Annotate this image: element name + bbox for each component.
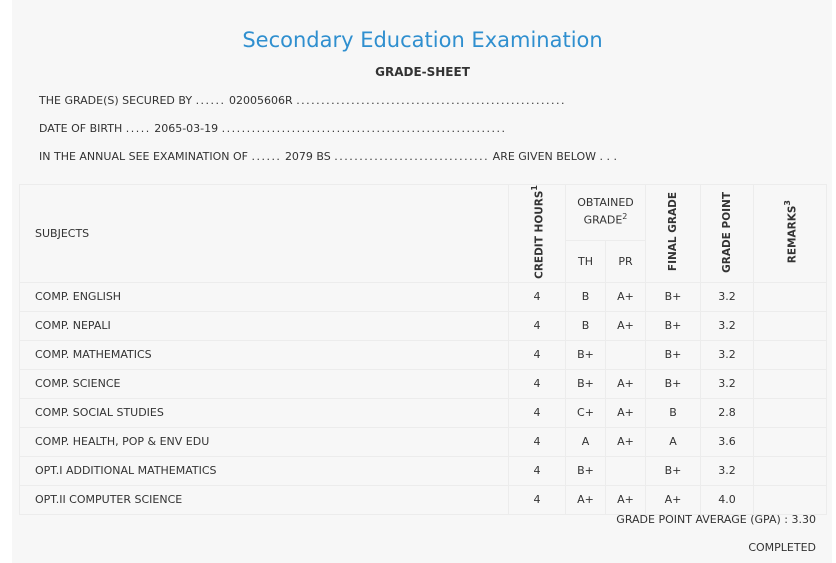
final-grade: B+	[646, 340, 701, 369]
practical-grade: A+	[606, 369, 646, 398]
given-below: ARE GIVEN BELOW . . .	[492, 150, 618, 163]
final-grade: B+	[646, 369, 701, 398]
grade-point: 4.0	[701, 485, 754, 514]
credit-hours: 4	[509, 456, 566, 485]
subject-name: COMP. HEALTH, POP & ENV EDU	[20, 427, 509, 456]
remarks	[754, 340, 827, 369]
grade-point: 3.2	[701, 311, 754, 340]
table-row	[20, 398, 827, 427]
subject-name: COMP. ENGLISH	[20, 282, 509, 311]
subject-name: COMP. MATHEMATICS	[20, 340, 509, 369]
grade-point: 3.2	[701, 340, 754, 369]
subject-name: COMP. NEPALI	[20, 311, 509, 340]
remarks	[754, 311, 827, 340]
secured-by-label: THE GRADE(S) SECURED BY	[39, 94, 193, 107]
theory-grade: B	[566, 282, 606, 311]
theory-grade: A+	[566, 485, 606, 514]
table-row	[20, 282, 827, 311]
final-grade: B+	[646, 311, 701, 340]
header-credit-hours: CREDIT HOURS$^1$	[509, 185, 566, 283]
grade-sheet	[19, 0, 826, 563]
remarks	[754, 427, 827, 456]
credit-hours: 4	[509, 398, 566, 427]
credit-hours: 4	[509, 340, 566, 369]
subject-name: OPT.II COMPUTER SCIENCE	[20, 485, 509, 514]
page-margin-left	[0, 0, 12, 563]
grade-point: 3.6	[701, 427, 754, 456]
theory-grade: B	[566, 311, 606, 340]
header-remarks: REMARKS$^3$	[754, 185, 827, 283]
remarks	[754, 282, 827, 311]
remarks	[754, 398, 827, 427]
header-obtained-grade: OBTAINED GRADE$^2$	[566, 185, 646, 241]
subject-name: COMP. SOCIAL STUDIES	[20, 398, 509, 427]
theory-grade: A	[566, 427, 606, 456]
practical-grade	[606, 340, 646, 369]
credit-hours: 4	[509, 485, 566, 514]
theory-grade: B+	[566, 456, 606, 485]
exam-label: IN THE ANNUAL SEE EXAMINATION OF	[39, 150, 248, 163]
subject-name: OPT.I ADDITIONAL MATHEMATICS	[20, 456, 509, 485]
practical-grade	[606, 456, 646, 485]
table-row	[20, 369, 827, 398]
table-row	[20, 456, 827, 485]
gpa-summary: GRADE POINT AVERAGE (GPA) : 3.30	[616, 513, 816, 526]
table-row	[20, 427, 827, 456]
symbol-number: 02005606R	[229, 94, 293, 107]
theory-grade: B+	[566, 340, 606, 369]
info-exam: IN THE ANNUAL SEE EXAMINATION OF ...... 2079 BS ............................... ARE GIVEN BELOW . . .	[39, 150, 618, 163]
remarks	[754, 369, 827, 398]
remarks	[754, 456, 827, 485]
table-row	[20, 485, 827, 514]
grade-point: 2.8	[701, 398, 754, 427]
final-grade: B+	[646, 456, 701, 485]
practical-grade: A+	[606, 282, 646, 311]
theory-grade: B+	[566, 369, 606, 398]
practical-grade: A+	[606, 311, 646, 340]
header-grade-point: GRADE POINT	[701, 185, 754, 283]
credit-hours: 4	[509, 427, 566, 456]
exam-title: Secondary Education Examination	[242, 28, 603, 52]
remarks	[754, 485, 827, 514]
page-margin-right	[832, 0, 836, 563]
grades-table	[19, 184, 827, 515]
grade-point: 3.2	[701, 282, 754, 311]
header-pr: PR	[606, 240, 646, 282]
sheet-subtitle: GRADE-SHEET	[375, 65, 470, 79]
theory-grade: C+	[566, 398, 606, 427]
table-row	[20, 311, 827, 340]
info-secured-by: THE GRADE(S) SECURED BY ...... 02005606R ......................................................	[39, 94, 567, 107]
credit-hours: 4	[509, 369, 566, 398]
final-grade: B+	[646, 282, 701, 311]
practical-grade: A+	[606, 427, 646, 456]
practical-grade: A+	[606, 398, 646, 427]
exam-year: 2079 BS	[284, 150, 331, 163]
dob-label: DATE OF BIRTH	[39, 122, 123, 135]
final-grade: A	[646, 427, 701, 456]
info-dob: DATE OF BIRTH ..... 2065-03-19 .........................................................	[39, 122, 507, 135]
practical-grade: A+	[606, 485, 646, 514]
credit-hours: 4	[509, 311, 566, 340]
result-status: COMPLETED	[748, 541, 816, 554]
dob-value: 2065-03-19	[154, 122, 219, 135]
subject-name: COMP. SCIENCE	[20, 369, 509, 398]
header-th: TH	[566, 240, 606, 282]
table-row	[20, 340, 827, 369]
grade-point: 3.2	[701, 369, 754, 398]
final-grade: A+	[646, 485, 701, 514]
credit-hours: 4	[509, 282, 566, 311]
final-grade: B	[646, 398, 701, 427]
grade-point: 3.2	[701, 456, 754, 485]
header-subjects: SUBJECTS	[20, 185, 509, 283]
header-final-grade: FINAL GRADE	[646, 185, 701, 283]
